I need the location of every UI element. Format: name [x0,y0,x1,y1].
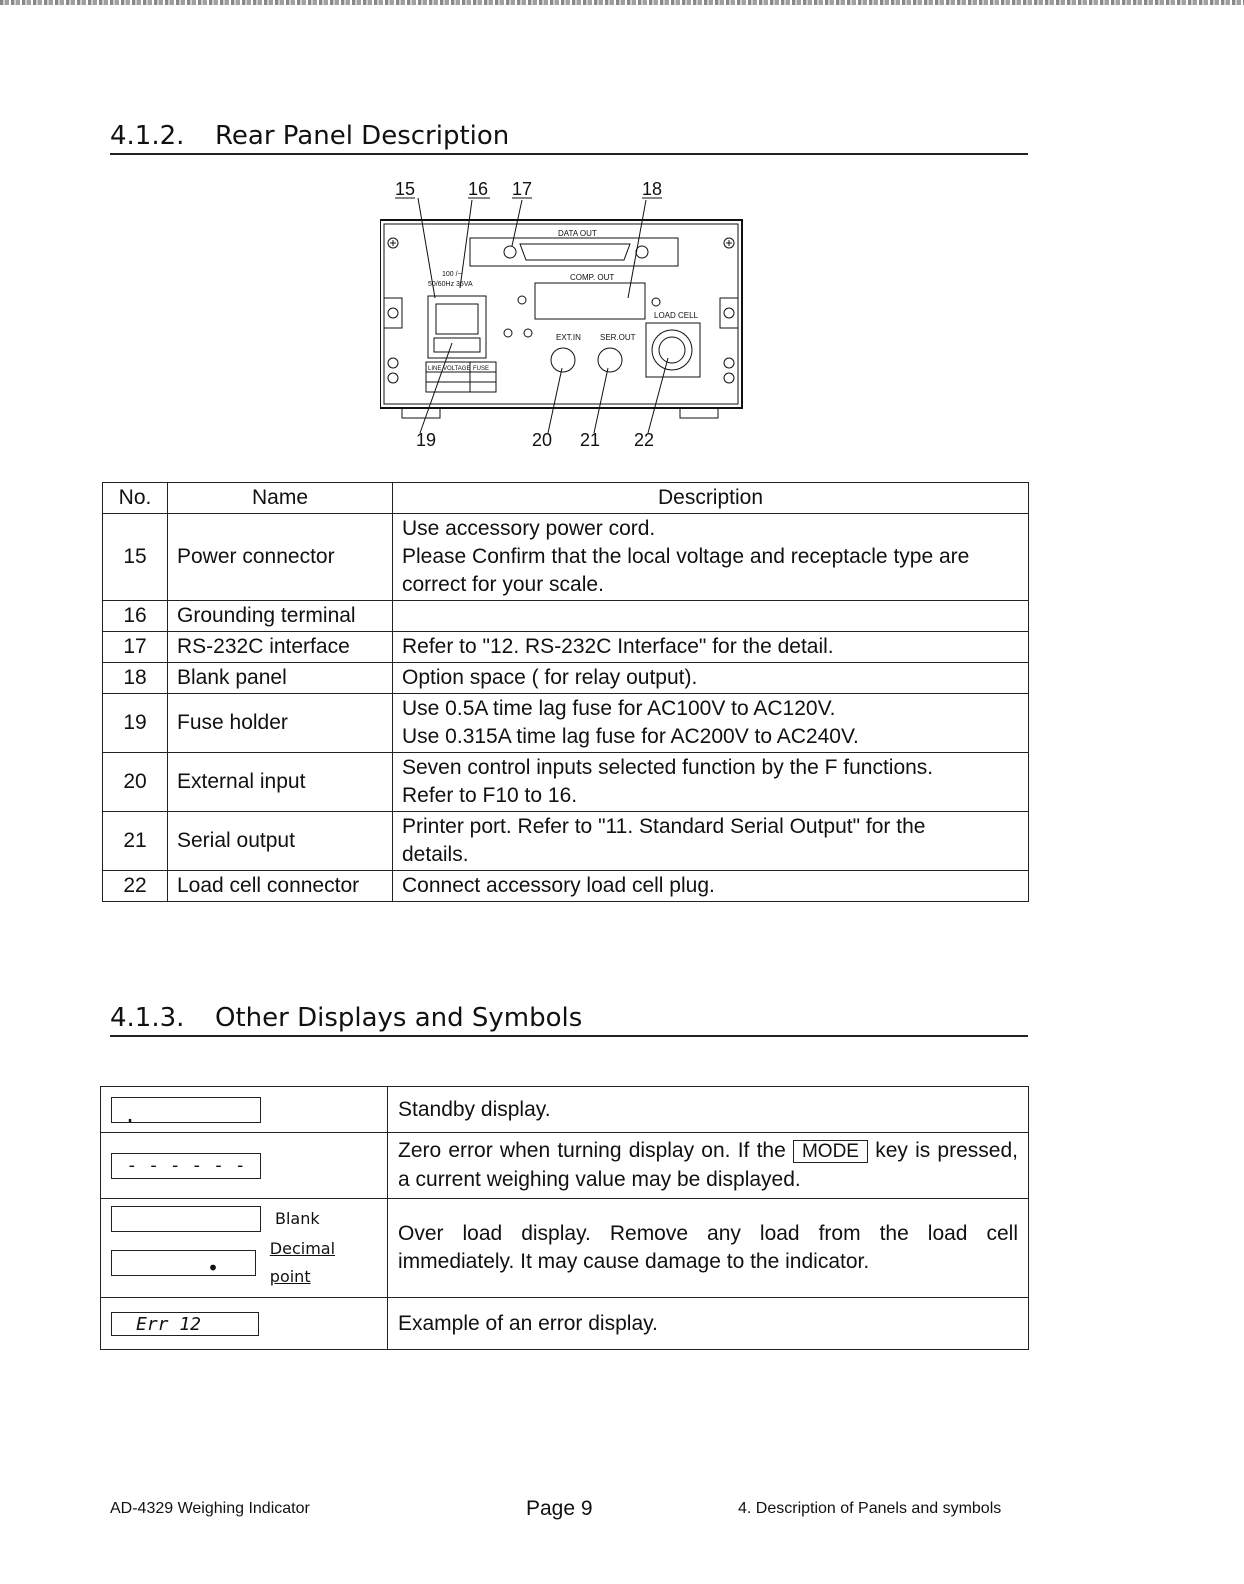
part-description [393,694,1029,753]
description-line: correct for your scale. [402,573,604,596]
description-line: Seven control inputs selected function by the F functions. [402,756,934,779]
part-number: 22 [103,871,168,902]
section-title: Other Displays and Symbols [215,1003,583,1033]
overload-decimal-dot: • [207,1256,220,1280]
description-line: Option space ( for relay output). [402,666,698,689]
mode-key-label: MODE [793,1140,868,1163]
standby-description: Standby display. [388,1087,1029,1133]
label-data-out: DATA OUT [558,229,597,238]
footer-chapter: 4. Description of Panels and symbols [738,1500,1002,1517]
header-description: Description [393,483,1029,514]
part-description [393,812,1029,871]
table-row [103,514,1029,601]
section-number: 4.1.2. [110,121,185,151]
zero-error-dashes: - - - - - - [126,1154,246,1176]
part-name: Grounding terminal [168,601,393,632]
description-line: Refer to "12. RS-232C Interface" for the detail. [402,635,834,658]
displays-symbols-table [100,1086,1029,1350]
part-description [393,632,1029,663]
callout-16: 16 [468,179,489,199]
overload-decimal-label: Decimal point [269,1239,336,1286]
error-display-text: Err 12 [136,1313,202,1335]
part-name: External input [168,753,393,812]
standby-display [111,1097,261,1127]
label-load-cell: LOAD CELL [654,311,699,320]
zero-error-description [388,1133,1029,1199]
label-line-voltage: LINE VOLTAGE [428,366,471,372]
part-description [393,514,1029,601]
label-ser-out: SER.OUT [600,333,636,342]
label-power-rating-1: 100 /~ [442,271,462,278]
overload-blank-label: Blank [275,1209,320,1228]
table-row [101,1199,1029,1298]
footer-page-number: Page 9 [526,1497,593,1520]
table-row [103,812,1029,871]
zero-error-display [111,1153,261,1179]
description-line: details. [402,843,469,866]
error-display [111,1312,259,1336]
zero-error-text-1: Zero error when turning display on. If the [398,1139,786,1162]
description-line: Connect accessory load cell plug. [402,874,715,897]
part-description [393,871,1029,902]
part-name: Blank panel [168,663,393,694]
part-number: 19 [103,694,168,753]
callout-17: 17 [512,179,533,199]
part-name: Load cell connector [168,871,393,902]
rear-panel-parts-table [102,482,1029,902]
description-line: Use 0.5A time lag fuse for AC100V to AC120V. [402,697,836,720]
description-line: Refer to F10 to 16. [402,784,578,807]
overload-blank-display [111,1206,261,1232]
table-row [101,1133,1029,1199]
overload-symbol-cell [101,1199,388,1298]
label-ext-in: EXT.IN [556,333,581,342]
description-line [402,602,1019,630]
description-line: Please Confirm that the local voltage and receptacle type are [402,545,970,568]
part-number: 16 [103,601,168,632]
section-heading-other-displays [110,1003,1028,1037]
overload-blank-row [111,1205,377,1233]
section-number: 4.1.3. [110,1003,185,1033]
table-row [101,1298,1029,1350]
part-description [393,663,1029,694]
description-line: Use accessory power cord. [402,517,656,540]
zero-error-symbol-cell [101,1133,388,1199]
label-fuse: FUSE [473,366,490,372]
table-row [103,632,1029,663]
callout-20: 20 [532,430,553,450]
table-row [103,753,1029,812]
table-header-row [103,483,1029,514]
rear-panel-diagram [380,178,760,458]
part-number: 17 [103,632,168,663]
table-row [103,694,1029,753]
part-number: 15 [103,514,168,601]
part-number: 21 [103,812,168,871]
standby-dot: . [124,1102,137,1127]
part-description [393,601,1029,632]
description-line: Printer port. Refer to "11. Standard Serial Output" for the [402,815,926,838]
part-description [393,753,1029,812]
error-description: Example of an error display. [388,1298,1029,1350]
part-number: 20 [103,753,168,812]
zero-error-text-2: key is pressed, a current weighing value may be displayed. [398,1139,1018,1191]
callout-21: 21 [580,430,601,450]
table-row [101,1087,1029,1133]
part-name: Power connector [168,514,393,601]
scan-edge [0,0,1244,5]
table-row [103,871,1029,902]
part-name: Fuse holder [168,694,393,753]
overload-description: Over load display. Remove any load from the load cell immediately. It may cause damage to the indicator. [388,1199,1029,1298]
callout-18: 18 [642,179,663,199]
footer-product-name: AD-4329 Weighing Indicator [110,1500,310,1517]
header-name: Name [168,483,393,514]
callout-19: 19 [416,430,437,450]
label-comp-out: COMP. OUT [570,273,615,282]
callout-15: 15 [395,179,416,199]
label-power-rating-2: 50/60Hz 35VA [428,281,473,288]
overload-decimal-display [111,1250,256,1280]
part-number: 18 [103,663,168,694]
part-name: Serial output [168,812,393,871]
header-no: No. [103,483,168,514]
table-row [103,601,1029,632]
part-name: RS-232C interface [168,632,393,663]
section-heading-rear-panel [110,121,1028,155]
error-symbol-cell [101,1298,388,1350]
description-line: Use 0.315A time lag fuse for AC200V to AC240V. [402,725,859,748]
overload-decimal-row [111,1235,377,1291]
callout-22: 22 [634,430,655,450]
section-title: Rear Panel Description [215,121,510,151]
standby-symbol-cell [101,1087,388,1133]
table-row [103,663,1029,694]
